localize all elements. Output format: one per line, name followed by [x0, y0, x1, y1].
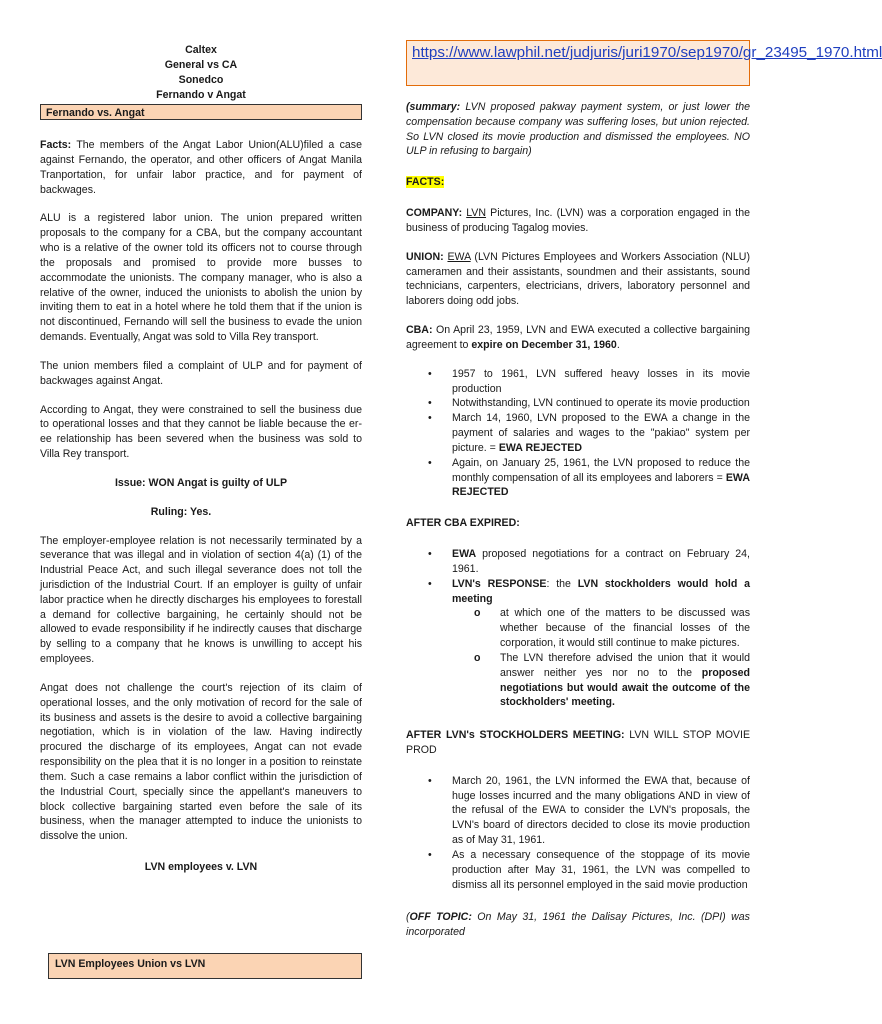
summary-paragraph — [406, 100, 750, 159]
closure-list — [406, 774, 750, 893]
list-item: • Again, on January 25, 1961, the LVN proposed to reduce the monthly compensation of all its employees and laborers = EWA REJECTED — [452, 456, 750, 500]
cba-paragraph: CBA: On April 23, 1959, LVN and EWA executed a collective bargaining agreement to expire on December 31, 1960. — [406, 324, 750, 351]
cba-expiry: expire on December 31, 1960 — [471, 338, 617, 351]
list-item: • Notwithstanding, LVN continued to operate its movie production — [452, 396, 750, 411]
list-item: • March 20, 1961, the LVN informed the EWA that, because of huge losses incurred and the many obligations AND in view of the refusal of the EWA to consider the LVN's proposals, the LVN's board of directors decided to close its movie production as of May 31, 1961. — [452, 774, 750, 848]
defense-paragraph: According to Angat, they were constrained to sell the business due to operational losses and that they cannot be liable because the er-ee relationship has been severed when the business was sold to Villa Rey transport. — [40, 403, 362, 461]
list-item: • 1957 to 1961, LVN suffered heavy losses in its movie production — [452, 367, 750, 397]
ruling-paragraph: The employer-employee relation is not necessarily terminated by a severance that was illegal and in violation of section 4(a) (1) of the Industrial Peace Act, and such illegal severance does not toll the jurisdiction of the Industrial Court. If an employer is guilty of unfair labor practice when he directly discharges his employees to forestall a demand for collective bargaining, he certainly should not be allowed to evade responsibility if he indirectly causes that discharge by selling to a company that he knows is unwilling to accept his employees. — [40, 534, 362, 666]
case-title-list — [40, 43, 362, 103]
union-label: UNION: — [406, 250, 444, 263]
background-paragraph: ALU is a registered labor union. The union prepared written proposals to the company for a CBA, but the company accountant who is a relative of the owner told its officers not to course through the proposals and promised to provide more busses to accommodate the unionists. The company manager, who is also a relative of the owner, induced the unionists to abolish the union by inviting them to eat in a hotel where he told them that if the union is not discontinued, Fernando will sell the business to evade the union demands. Eventually, Angat was sold to Villa Rey transport. — [40, 212, 362, 344]
company-label: COMPANY: — [406, 207, 463, 220]
cba-label: CBA: — [406, 324, 433, 337]
issue-heading: Issue: WON Angat is guilty of ULP — [114, 476, 288, 489]
after-cba-heading: AFTER CBA EXPIRED: — [406, 517, 520, 530]
case-link[interactable]: https://www.lawphil.net/judjuris/juri1970/sep1970/gr_23495_1970.html — [412, 44, 882, 61]
ruling-heading: Ruling: Yes. — [150, 505, 212, 518]
list-item: o at which one of the matters to be discussed was whether because of the financial losses of the corporation, it would still continue to make pictures. — [500, 606, 750, 650]
after-meeting-paragraph: AFTER LVN's STOCKHOLDERS MEETING: LVN WILL STOP MOVIE PROD — [406, 729, 751, 756]
company-text: Pictures, Inc. (LVN) was a corporation engaged in the business of producing Tagalog movies. — [406, 207, 750, 234]
list-item: • LVN's RESPONSE: the LVN stockholders would hold a meeting o at which one of the matters to be discussed was whether because of the financial losses of the corporation, it would still continue to make pictures. o The LVN therefore advised the union that it would answer neither yes nor no to the proposed negotiations but would await the outcome of the stockholders' meeting. — [452, 577, 750, 710]
union-paragraph — [406, 250, 750, 309]
after-meeting-heading: AFTER LVN's STOCKHOLDERS MEETING: — [406, 729, 625, 742]
list-item: • March 14, 1960, LVN proposed to the EWA a change in the payment of salaries and wages to the "pakiao" system per picture. = EWA REJECTED — [452, 411, 750, 455]
case-title: Fernando v Angat — [156, 89, 246, 102]
summary-label: (summary: — [406, 101, 461, 113]
facts-label: Facts: — [40, 139, 72, 152]
response-sublist — [452, 606, 750, 710]
list-item: o The LVN therefore advised the union that it would answer neither yes nor no to the proposed negotiations but would await the outcome of the stockholders' meeting. — [500, 651, 750, 710]
summary-text: LVN proposed pakway payment system, or just lower the compensation because company was suffering loses, but union rejected. So LVN closed its movie production and dismissed the employees. NO ULP in refusing to bargain) — [406, 101, 750, 158]
case-title: General vs CA — [164, 59, 238, 72]
company-name: LVN — [466, 207, 487, 220]
case-title: Caltex — [185, 44, 217, 56]
company-paragraph — [406, 206, 750, 236]
facts-text: The members of the Angat Labor Union(ALU)filed a case against Fernando, the operator, and other officers of Angat Manila Tranportation, for unfair labor practice, and for payment of backwages. — [40, 139, 362, 196]
after-cba-list — [406, 547, 750, 710]
case-header-box: Fernando vs. Angat — [40, 104, 362, 120]
union-name: EWA — [447, 250, 471, 263]
facts-paragraph — [40, 138, 362, 197]
lvn-case-box: LVN Employees Union vs LVN — [48, 953, 362, 979]
list-item: • EWA proposed negotiations for a contract on February 24, 1961. — [452, 547, 750, 577]
link-box — [406, 40, 882, 86]
union-text: (LVN Pictures Employees and Workers Association (NLU) cameramen and their assistants, soundmen and their assistants, sound technicians, carpenters, electricians, drivers, laboratory personnel and laborers doing odd jobs. — [406, 250, 750, 308]
lvn-heading: LVN employees v. LVN — [144, 861, 258, 874]
list-item: • As a necessary consequence of the stoppage of its movie production after May 31, 1961, the LVN was compelled to dismiss all its personnel employed in the said movie production — [452, 848, 750, 892]
cba-text: On April 23, 1959, LVN and EWA executed a collective bargaining agreement to — [406, 324, 750, 351]
right-column — [406, 40, 882, 940]
complaint-paragraph: The union members filed a complaint of ULP and for payment of backwages against Angat. — [40, 359, 362, 387]
off-topic-label: OFF TOPIC: — [409, 911, 472, 924]
left-column — [40, 43, 362, 875]
losses-list — [406, 367, 750, 500]
off-topic-paragraph: (OFF TOPIC: On May 31, 1961 the Dalisay Pictures, Inc. (DPI) was incorporated — [406, 911, 750, 939]
ruling-paragraph-2: Angat does not challenge the court's rejection of its claim of operational losses, and the only motivation of record for the sale of its business and assets is the desire to avoid a collective bargaining negotiation, which is in violation of the law. Having indirectly procured the discharge of its employees, Angat can not evade responsibility on the plea that it is no longer in a position to reinstate them. Such a case remains a labor conflict within the jurisdiction of the Industrial Court, specially since the appellant's maneuvers to block collective bargaining started even before the sale of its business, when the manager attempted to induce the unionists to dissolve the union. — [40, 681, 362, 843]
case-title: Sonedco — [178, 74, 224, 87]
facts-heading: FACTS: — [406, 176, 445, 189]
